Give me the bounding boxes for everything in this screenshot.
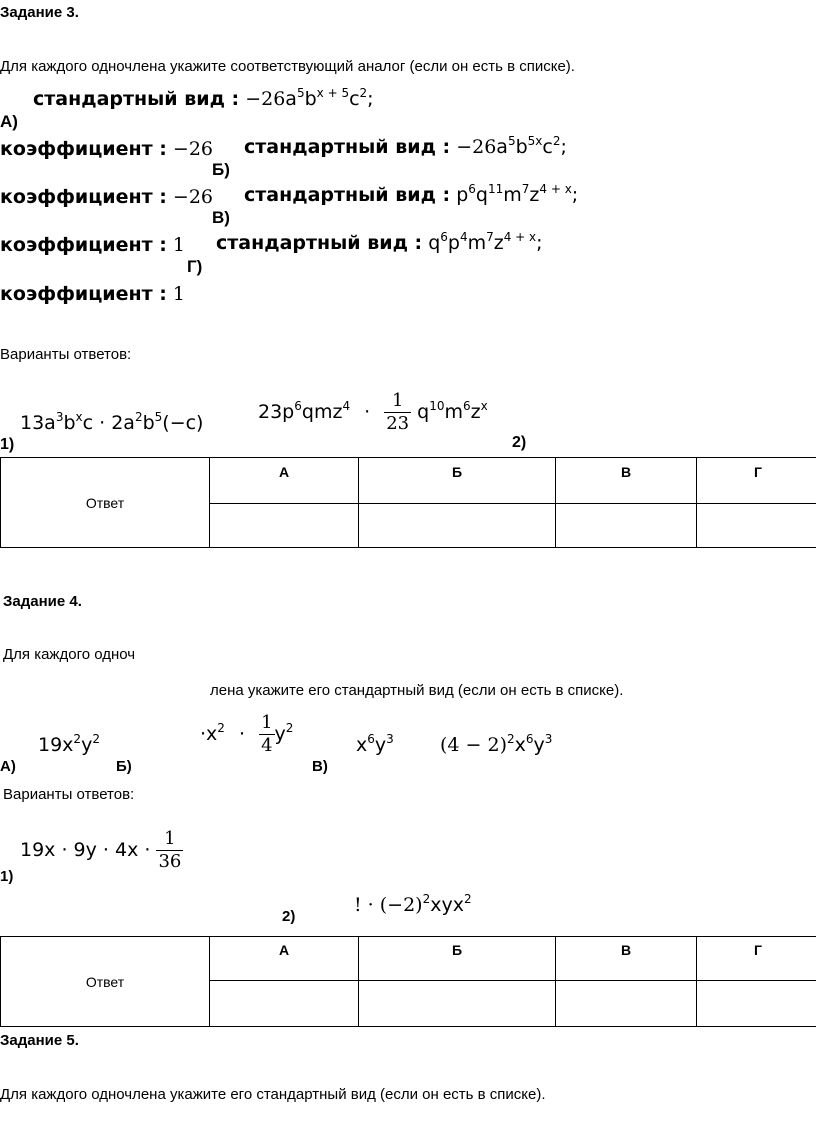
answer-row-label: Ответ	[1, 458, 210, 548]
task3-label-v: В)	[212, 208, 230, 227]
task3-item-v-coefficient: коэффициент : 1	[0, 234, 186, 256]
task4-title: Задание 4.	[3, 593, 82, 610]
task4-answers-label: Варианты ответов:	[3, 786, 135, 803]
column-header-b: Б	[359, 937, 556, 981]
task3-option-1-expression: $13a^3b^xc \cdot 2a^2b^5(-c)$	[20, 410, 204, 434]
column-header-g: Г	[697, 458, 816, 504]
column-header-v: В	[556, 458, 697, 504]
task4-label-v: В)	[312, 758, 328, 775]
task3-item-b-standard-form: стандартный вид : $-26a^5b^{5x}c^2$;	[244, 134, 567, 158]
column-header-b: Б	[359, 458, 556, 504]
task3-instruction: Для каждого одночлена укажите соответствующий аналог (если он есть в списке).	[0, 58, 575, 75]
task3-option-1-number: 1)	[0, 436, 15, 453]
task4-option-2-number: 2)	[282, 908, 296, 925]
task3-item-a-standard-form: стандартный вид : $-26a^5b^{x + 5}c^2$;	[33, 86, 374, 110]
task4-instruction-part2: лена укажите его стандартный вид (если он есть в списке).	[210, 682, 624, 699]
task3-label-g: Г)	[187, 257, 203, 276]
task4-option-1-number: 1)	[0, 868, 14, 885]
task4-option-1-expression: 19x · 9y · 4x · $\frac{1}{36}$	[20, 828, 182, 872]
task4-option-2-expression: ! · $(-2)^2xyx^2$	[354, 892, 472, 916]
task3-label-a: А)	[0, 112, 18, 131]
task3-label-b: Б)	[212, 160, 230, 179]
task4-expression-v-part1: $x^6y^3$	[356, 732, 394, 756]
task5-title: Задание 5.	[0, 1032, 79, 1049]
task5-instruction: Для каждого одночлена укажите его стандартный вид (если он есть в списке).	[0, 1086, 546, 1103]
column-header-v: В	[556, 937, 697, 981]
task4-answer-table	[0, 936, 816, 1027]
column-header-a: А	[210, 458, 359, 504]
task4-expression-v-part2: $(4 - 2)^2x^6y^3$	[440, 732, 553, 756]
task3-option-2-expression: $23p^6qmz^4$ · $\frac{1}{23}$ $q^{10}m^6z^x$	[258, 390, 488, 434]
task3-item-b-coefficient: коэффициент : −26	[0, 186, 214, 208]
column-header-g: Г	[697, 937, 816, 981]
answer-row-label: Ответ	[1, 937, 210, 1027]
answer-cell-g[interactable]	[697, 981, 816, 1027]
column-header-a: А	[210, 937, 359, 981]
answer-cell-b[interactable]	[359, 504, 556, 548]
task3-item-v-standard-form: стандартный вид : $p^6q^{11}m^7z^{4 + x}$;	[244, 182, 579, 206]
answer-cell-a[interactable]	[210, 504, 359, 548]
task3-answers-label: Варианты ответов:	[0, 346, 132, 363]
answer-cell-g[interactable]	[697, 504, 816, 548]
answer-cell-v[interactable]	[556, 981, 697, 1027]
answer-cell-v[interactable]	[556, 504, 697, 548]
task3-option-2-number: 2)	[512, 434, 527, 451]
task3-answer-table	[0, 457, 816, 548]
task4-expression-a: $19x^2y^2$	[38, 732, 100, 756]
task3-option-2-fraction: $\frac{1}{23}$	[386, 390, 410, 434]
task4-instruction-part1: Для каждого одноч	[3, 646, 136, 663]
task3-item-g-coefficient: коэффициент : 1	[0, 283, 186, 305]
answer-cell-a[interactable]	[210, 981, 359, 1027]
task3-title: Задание 3.	[0, 4, 79, 21]
task3-item-a-coefficient: коэффициент : −26	[0, 138, 214, 160]
task4-label-b: Б)	[116, 758, 132, 775]
task4-expression-b: $\cdot x^2$ · $\frac{1}{4}$ $y^2$	[200, 712, 294, 756]
answer-cell-b[interactable]	[359, 981, 556, 1027]
task4-label-a: А)	[0, 758, 16, 775]
task3-item-g-standard-form: стандартный вид : $q^6p^4m^7z^{4 + x}$;	[216, 230, 543, 254]
